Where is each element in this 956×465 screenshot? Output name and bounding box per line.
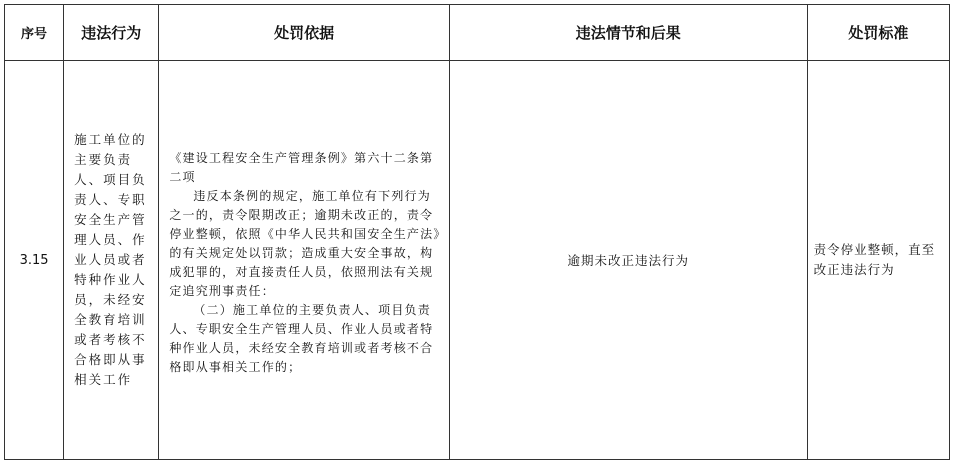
table-row — [5, 61, 950, 460]
cell-no: 3.15 — [5, 61, 64, 460]
standard-text: 责令停业整顿，直至改正违法行为 — [813, 242, 936, 277]
header-basis: 处罚依据 — [159, 5, 450, 61]
header-plot: 违法情节和后果 — [449, 5, 807, 61]
basis-para-2: （二）施工单位的主要负责人、项目负责人、专职安全生产管理人员、作业人员或者特种作业人员，未经安全教育培训或者考核不合格即从事相关工作的； — [169, 303, 434, 374]
plot-text: 逾期未改正违法行为 — [567, 253, 690, 268]
basis-text — [159, 143, 449, 377]
cell-basis — [159, 61, 450, 460]
header-act: 违法行为 — [64, 5, 159, 61]
header-no: 序号 — [5, 5, 64, 61]
cell-act — [64, 61, 159, 460]
act-text: 施工单位的主要负责人、项目负责人、专职安全生产管理人员、作业人员或者特种作业人员，未经安全教育培训或者考核不合格即从事相关工作 — [74, 132, 147, 387]
header-row — [5, 5, 950, 61]
cell-plot — [449, 61, 807, 460]
cell-standard — [807, 61, 949, 460]
penalty-table — [4, 4, 950, 460]
basis-title: 《建设工程安全生产管理条例》第六十二条第二项 — [169, 151, 434, 184]
header-standard: 处罚标准 — [807, 5, 949, 61]
basis-para-1: 违反本条例的规定，施工单位有下列行为之一的，责令限期改正；逾期未改正的，责令停业整顿，依照《中华人民共和国安全生产法》的有关规定处以罚款；造成重大安全事故，构成犯罪的，对直接责任人员，依照刑法有关规定追究刑事责任： — [169, 189, 441, 298]
